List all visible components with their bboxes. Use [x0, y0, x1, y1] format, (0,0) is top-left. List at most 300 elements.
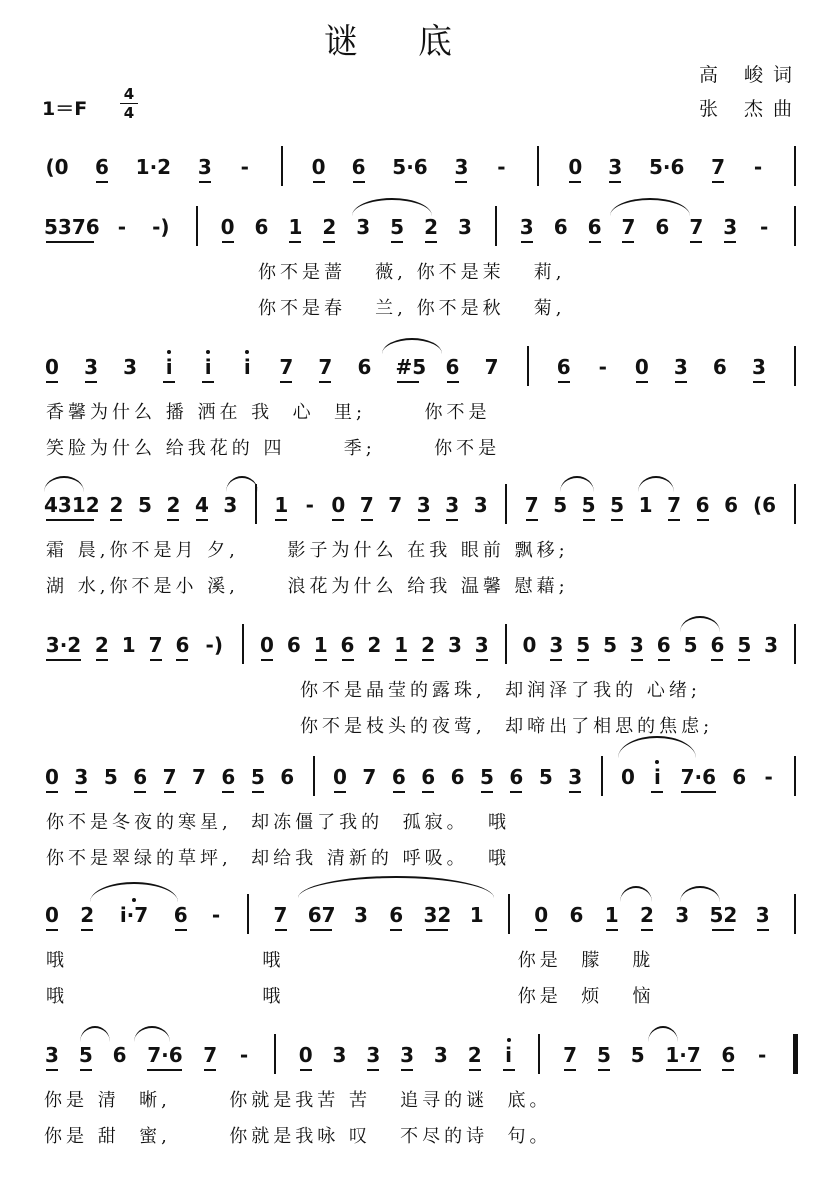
note-token: 7	[362, 765, 377, 789]
note-token: 0	[45, 355, 59, 379]
beam-underline	[598, 1069, 610, 1071]
note-token: 6	[173, 903, 188, 927]
lyric-row	[0, 678, 836, 704]
beam-underline	[426, 929, 448, 931]
beam-underline	[175, 929, 187, 931]
note-token: -	[598, 355, 607, 379]
beam-underline	[85, 381, 97, 383]
note-token: 1·2	[135, 155, 172, 179]
note-token: 1	[121, 633, 136, 657]
beam-underline	[367, 1069, 379, 1071]
beam-underline	[163, 381, 175, 383]
note-token: 5	[103, 765, 118, 789]
note-token: i	[505, 1043, 512, 1067]
beam-underline	[447, 381, 459, 383]
note-token: 7	[318, 355, 333, 379]
note-token: 3	[751, 355, 766, 379]
note-token: 1	[394, 633, 409, 657]
note-token: 7	[667, 493, 682, 517]
beam-underline	[323, 241, 335, 243]
beam-underline	[668, 519, 680, 521]
note-token: -	[758, 1043, 767, 1067]
barline	[281, 146, 283, 186]
note-token: 3	[445, 493, 460, 517]
beam-underline	[651, 791, 663, 793]
barline	[794, 146, 796, 186]
note-token: 5	[553, 493, 568, 517]
beam-underline	[712, 929, 734, 931]
beam-underline	[469, 1069, 481, 1071]
lyric-row	[0, 436, 836, 462]
beam-underline	[46, 791, 58, 793]
lyric-line: 你不是枝头的夜莺, 却啼出了相思的焦虑;	[300, 716, 714, 737]
lyric-row	[0, 574, 836, 600]
note-token: 6	[357, 355, 372, 379]
beam-underline	[46, 929, 58, 931]
note-token: 5·6	[392, 155, 428, 179]
note-token: 0	[311, 155, 326, 179]
beam-underline	[550, 659, 562, 661]
note-token: 5	[596, 1043, 611, 1067]
lyric-line: 你不是冬夜的寒星, 却冻僵了我的 孤寂。 哦	[46, 812, 511, 833]
note-token: 32	[423, 903, 452, 927]
beam-underline	[275, 519, 287, 521]
barline	[505, 484, 507, 524]
note-token: 6	[553, 215, 568, 239]
beam-underline	[503, 1069, 515, 1071]
barline	[538, 1034, 540, 1074]
beam-underline	[609, 181, 621, 183]
note-token: 3	[84, 355, 98, 379]
note-token: 0	[331, 493, 346, 517]
note-token: -	[753, 155, 763, 179]
note-token: 3	[74, 765, 89, 789]
barline	[601, 756, 603, 796]
beam-underline	[222, 241, 234, 243]
beam-underline	[738, 659, 750, 661]
note-token: 6	[710, 633, 725, 657]
note-token: 0	[534, 903, 549, 927]
note-token: 6	[254, 215, 269, 239]
beam-underline	[658, 659, 670, 661]
barline	[537, 146, 539, 186]
beam-underline	[583, 519, 595, 521]
beam-underline	[569, 791, 581, 793]
beam-underline	[589, 241, 601, 243]
note-token: 3	[474, 633, 489, 657]
note-token: 3	[45, 1043, 59, 1067]
beam-underline	[222, 791, 234, 793]
beam-underline	[134, 791, 146, 793]
note-token: 5	[603, 633, 617, 657]
beam-underline	[334, 791, 346, 793]
octave-dot-high	[507, 1038, 511, 1042]
note-token: 1	[638, 493, 653, 517]
beam-underline	[418, 519, 430, 521]
beam-underline	[275, 929, 287, 931]
note-token: 0	[333, 765, 347, 789]
lyric-line: 你不是晶莹的露珠, 却润泽了我的 心绪;	[300, 680, 701, 701]
lyric-line: 你不是蔷 薇, 你不是茉 莉,	[258, 262, 566, 283]
note-token: 5	[250, 765, 265, 789]
beam-underline	[75, 791, 87, 793]
note-token: 3	[197, 155, 212, 179]
beam-underline	[641, 929, 653, 931]
beam-underline	[636, 381, 648, 383]
slur-arc	[382, 338, 442, 354]
lyric-line: 哦 哦 你是 烦 恼	[46, 986, 655, 1007]
note-token: 7	[563, 1043, 578, 1067]
beam-underline	[558, 381, 570, 383]
slur-arc	[680, 616, 720, 632]
note-token: 1	[313, 633, 328, 657]
note-token: 1	[274, 493, 289, 517]
beam-underline	[332, 519, 344, 521]
beam-underline	[310, 929, 332, 931]
note-token: 2	[94, 633, 109, 657]
beam-underline	[757, 929, 769, 931]
note-token: 6	[351, 155, 366, 179]
note-token: 5	[581, 493, 596, 517]
note-token: 2	[467, 1043, 482, 1067]
note-token: 4	[194, 493, 209, 517]
note-token: 2	[166, 493, 181, 517]
note-token: 6	[340, 633, 355, 657]
lyric-row	[0, 400, 836, 426]
note-token: i	[165, 355, 173, 379]
note-token: 0	[621, 765, 635, 789]
barline	[247, 894, 249, 934]
note-token: 7·6	[147, 1043, 183, 1067]
beam-underline	[46, 1069, 58, 1071]
note-token: 7	[689, 215, 704, 239]
beam-underline	[80, 1069, 92, 1071]
note-token: 3	[519, 215, 534, 239]
beam-underline	[401, 1069, 413, 1071]
beam-underline	[535, 929, 547, 931]
note-token: 1	[604, 903, 619, 927]
beam-underline	[164, 791, 176, 793]
note-token: 1	[469, 903, 484, 927]
beam-underline	[510, 791, 522, 793]
note-token: 7	[484, 355, 499, 379]
notation-row	[0, 152, 836, 182]
note-token: i	[653, 765, 661, 789]
notation-row	[0, 212, 836, 242]
lyric-row	[0, 538, 836, 564]
beam-underline	[675, 381, 687, 383]
time-signature-bottom: 4	[123, 104, 135, 122]
note-token: 3	[755, 903, 770, 927]
note-token: 7	[711, 155, 726, 179]
note-token: 3	[457, 215, 472, 239]
note-token: 7	[621, 215, 636, 239]
key-signature: 1＝F	[42, 98, 88, 120]
beam-underline	[176, 659, 188, 661]
note-token: 3	[764, 633, 779, 657]
note-token: 0	[298, 1043, 313, 1067]
barline	[794, 484, 796, 524]
note-token: (6	[752, 493, 777, 517]
beam-underline	[46, 381, 58, 383]
note-token: 2	[640, 903, 654, 927]
note-token: 5·6	[648, 155, 685, 179]
note-token: 0	[220, 215, 235, 239]
beam-underline	[46, 659, 81, 661]
note-token: 7	[273, 903, 288, 927]
note-token: 1	[288, 215, 303, 239]
barline	[794, 894, 796, 934]
note-token: 3	[629, 633, 644, 657]
beam-underline	[422, 791, 434, 793]
note-token: -	[211, 903, 221, 927]
lyric-row	[0, 948, 836, 974]
slur-arc	[648, 1026, 678, 1042]
slur-arc	[226, 476, 258, 492]
note-token: 5	[137, 493, 152, 517]
barline	[505, 624, 507, 664]
beam-underline	[690, 241, 702, 243]
note-token: 6	[569, 903, 584, 927]
beam-underline	[476, 659, 488, 661]
note-token: 52	[709, 903, 738, 927]
note-token: 2	[421, 633, 436, 657]
note-token: -	[759, 215, 769, 239]
time-signature	[120, 86, 138, 121]
lyric-row	[0, 296, 836, 322]
note-token: 6	[655, 215, 670, 239]
note-token: 3	[332, 1043, 347, 1067]
note-token: 6	[712, 355, 727, 379]
beam-underline	[393, 791, 405, 793]
notation-row	[0, 762, 836, 792]
song-title: 谜底	[324, 22, 512, 62]
notation-row	[0, 900, 836, 930]
note-token: 3	[608, 155, 623, 179]
beam-underline	[199, 181, 211, 183]
note-token: 6	[221, 765, 236, 789]
note-token: 7·6	[680, 765, 717, 789]
note-token: 0	[45, 765, 59, 789]
slur-arc	[352, 198, 432, 216]
beam-underline	[204, 1069, 216, 1071]
note-token: -	[305, 493, 314, 517]
beam-underline	[425, 241, 437, 243]
barline	[274, 1034, 276, 1074]
lyric-line: 你是 甜 蜜, 你就是我咏 叹 不尽的诗 句。	[44, 1126, 552, 1147]
beam-underline	[481, 791, 493, 793]
note-token: 3	[356, 215, 371, 239]
lyric-row	[0, 714, 836, 740]
barline	[242, 624, 244, 664]
beam-underline	[666, 1069, 701, 1071]
note-token: 6	[389, 903, 404, 927]
note-token: 3	[433, 1043, 448, 1067]
note-token: 7	[162, 765, 177, 789]
note-token: -	[117, 215, 127, 239]
beam-underline	[446, 519, 458, 521]
lyric-row	[0, 1088, 836, 1114]
note-token: 6	[286, 633, 301, 657]
note-token: 5	[683, 633, 698, 657]
note-token: 0	[522, 633, 537, 657]
note-token: 6	[587, 215, 602, 239]
slur-arc	[134, 1026, 170, 1042]
note-token: 6	[133, 765, 148, 789]
note-token: 5	[480, 765, 494, 789]
composer-credit: 张 杰曲	[698, 98, 802, 120]
barline	[313, 756, 315, 796]
beam-underline	[397, 381, 419, 383]
note-token: 0	[259, 633, 274, 657]
barline	[794, 206, 796, 246]
note-token: 6	[556, 355, 571, 379]
beam-underline	[711, 659, 723, 661]
lyric-row	[0, 846, 836, 872]
notation-row	[0, 490, 836, 520]
note-token: 6	[175, 633, 190, 657]
beam-underline	[681, 791, 716, 793]
beam-underline	[46, 241, 94, 243]
note-token: 6	[724, 493, 738, 517]
note-token: -	[240, 155, 249, 179]
note-token: 6	[695, 493, 710, 517]
beam-underline	[521, 241, 533, 243]
note-token: 3	[673, 355, 688, 379]
barline	[196, 206, 198, 246]
beam-underline	[96, 659, 108, 661]
beam-underline	[319, 381, 331, 383]
beam-underline	[313, 181, 325, 183]
note-token: 5	[390, 215, 405, 239]
beam-underline	[455, 181, 467, 183]
beam-underline	[712, 181, 724, 183]
note-token: 0	[568, 155, 583, 179]
beam-underline	[526, 519, 538, 521]
beam-underline	[390, 929, 402, 931]
beam-underline	[564, 1069, 576, 1071]
note-token: 5	[538, 765, 553, 789]
note-token: -)	[205, 633, 223, 657]
slur-arc	[298, 876, 494, 898]
note-token: #5	[395, 355, 427, 379]
note-token: 3	[416, 493, 431, 517]
note-token: 7	[148, 633, 163, 657]
note-token: i	[243, 355, 251, 379]
note-token: 7	[192, 765, 206, 789]
note-token: 6	[112, 1043, 127, 1067]
beam-underline	[606, 929, 618, 931]
note-token: 6	[721, 1043, 736, 1067]
beam-underline	[261, 659, 273, 661]
beam-underline	[289, 241, 301, 243]
note-token: -	[764, 765, 773, 789]
note-token: 67	[307, 903, 336, 927]
lyric-line: 香馨为什么 播 洒在 我 心 里; 你不是	[46, 402, 491, 423]
note-token: 3	[447, 633, 462, 657]
beam-underline	[202, 381, 214, 383]
note-token: 3	[473, 493, 488, 517]
slur-arc	[638, 476, 674, 492]
beam-underline	[722, 1069, 734, 1071]
slur-arc	[80, 1026, 110, 1042]
note-token: 3	[723, 215, 738, 239]
lyric-line: 你是 清 晰, 你就是我苦 苦 追寻的谜 底。	[44, 1090, 552, 1111]
barline	[794, 756, 796, 796]
note-token: 5376	[44, 215, 100, 239]
lyric-line: 笑脸为什么 给我花的 四 季; 你不是	[46, 438, 501, 459]
beam-underline	[252, 791, 264, 793]
beam-underline	[391, 241, 403, 243]
slur-arc	[610, 198, 690, 216]
note-token: 2	[80, 903, 95, 927]
note-token: 5	[630, 1043, 645, 1067]
note-token: 3	[354, 903, 368, 927]
note-token: 2	[322, 215, 337, 239]
beam-underline	[167, 519, 179, 521]
lyric-row	[0, 810, 836, 836]
beam-underline	[697, 519, 709, 521]
lyricist-credit: 高 峻词	[698, 64, 802, 86]
note-token: 6	[450, 765, 465, 789]
beam-underline	[342, 659, 354, 661]
note-token: 7	[203, 1043, 218, 1067]
note-token: 2	[424, 215, 438, 239]
notation-row	[0, 352, 836, 382]
lyric-row	[0, 260, 836, 286]
lyric-line: 湖 水,你不是小 溪, 浪花为什么 给我 温馨 慰藉;	[46, 576, 569, 597]
note-token: (0	[45, 155, 69, 179]
lyric-line: 你不是春 兰, 你不是秋 菊,	[258, 298, 566, 319]
final-barline	[793, 1034, 798, 1074]
beam-underline	[81, 929, 93, 931]
lyric-line: 你不是翠绿的草坪, 却给我 清新的 呼吸。 哦	[46, 848, 511, 869]
note-token: 6	[391, 765, 406, 789]
note-token: 3	[549, 633, 564, 657]
beam-underline	[622, 241, 634, 243]
lyric-row	[0, 1124, 836, 1150]
beam-underline	[196, 519, 208, 521]
note-token: i	[204, 355, 212, 379]
note-token: 3·2	[45, 633, 82, 657]
note-token: 6	[280, 765, 295, 789]
beam-underline	[96, 181, 108, 183]
slur-arc	[620, 886, 652, 902]
lyric-line: 霜 晨,你不是月 夕, 影子为什么 在我 眼前 飘移;	[46, 540, 569, 561]
note-token: 1·7	[665, 1043, 701, 1067]
note-token: 3	[568, 765, 583, 789]
note-token: 2	[109, 493, 124, 517]
beam-underline	[577, 659, 589, 661]
barline	[508, 894, 510, 934]
note-token: -	[239, 1043, 249, 1067]
note-token: 0	[45, 903, 59, 927]
note-token: 6	[421, 765, 436, 789]
beam-underline	[150, 659, 162, 661]
beam-underline	[353, 181, 365, 183]
note-token: i·7	[119, 903, 149, 927]
slur-arc	[44, 476, 84, 492]
beam-underline	[147, 1069, 182, 1071]
note-token: 6	[509, 765, 524, 789]
beam-underline	[361, 519, 373, 521]
beam-underline	[110, 519, 122, 521]
beam-underline	[569, 181, 581, 183]
note-token: 5	[576, 633, 591, 657]
note-token: 5	[78, 1043, 93, 1067]
note-token: -	[497, 155, 506, 179]
note-token: 6	[656, 633, 671, 657]
